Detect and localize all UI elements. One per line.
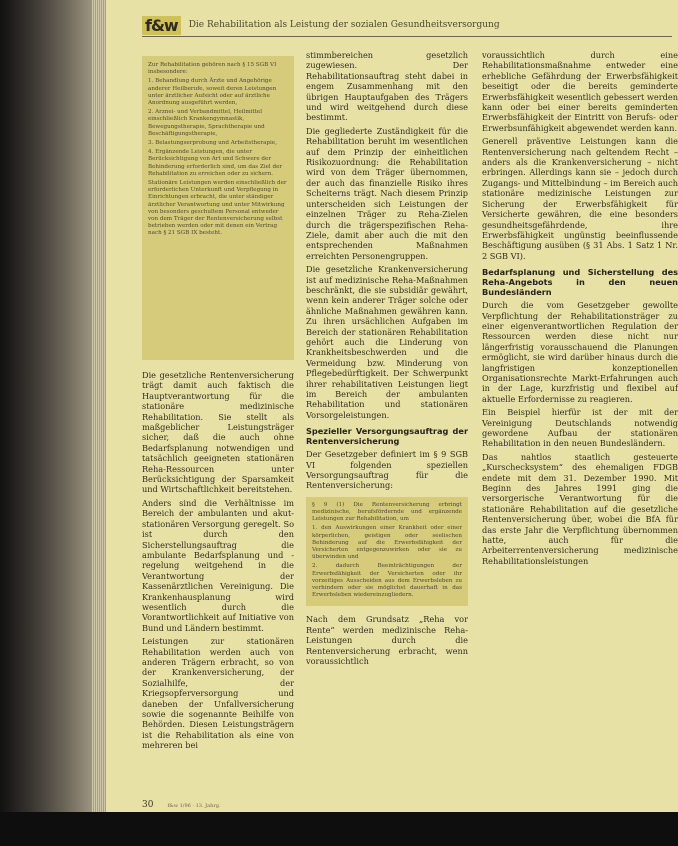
page-number: 30: [142, 800, 154, 810]
section-heading: Spezieller Versorgungsauftrag der Rentenversicherung: [306, 426, 468, 447]
paragraph: Leistungen zur stationären Rehabilitation werden auch von anderen Trägern erbracht, so von der Krankenversicherung, der Sozialhilfe, der Kriegsopferversorgung und daneben der Unfallversicherung sowie die sogenannte Beihilfe von Behörden. Diesen Leistungsträgern ist die Rehabilitation als eine von mehreren bei: [142, 636, 294, 751]
column-right: [482, 50, 678, 800]
running-header: [142, 14, 672, 37]
paragraph: Anders sind die Verhältnisse im Bereich der ambulanten und akut-stationären Versorgung geregelt. So ist durch den Sicherstellungsauftrag die ambulante Bedarfsplanung und -regelung weitgehend in die Verantwortung der Kassenärztlichen Vereinigung. Die Krankenhausplanung wird wesentlich durch die Vorantwortlichkeit auf Initiative von Bund und Ländern bestimmt.: [142, 497, 294, 633]
background-surface: [0, 812, 678, 846]
column-middle: [306, 50, 468, 800]
info-box-line: 2. dadurch Beeinträchtigungen der Erwerbsfähigkeit der Versicherten oder ihr vorzeitiges Ausscheiden aus dem Erwerbsleben zu verhindern oder sie möglichst dauerhaft in das Erwerbsleben wiedereinzugliedern.: [312, 563, 462, 599]
paragraph: Die gesetzliche Rentenversicherung trägt damit auch faktisch die Hauptverantwortung für die stationäre medizinische Rehabilitation. Sie stellt als maßgeblicher Leistungsträger sicher, daß die auch ohne Bedarfsplanung notwendigen und tatsächlich geeigneten stationären Reha-Ressourcen unter Berücksichtigung der Sparsamkeit und Wirtschaftlichkeit bereitstehen.: [142, 370, 294, 495]
info-box-line: 1. Behandlung durch Ärzte und Angehörige anderer Heilberufe, soweit deren Leistungen unter ärztlicher Aufsicht oder auf ärztliche Anordnung ausgeführt werden,: [148, 78, 277, 107]
info-box-legal: [142, 56, 294, 360]
section-heading: Bedarfsplanung und Sicherstellung des Reha-Angebots in den neuen Bundesländern: [482, 267, 678, 298]
info-box-sgb: [306, 497, 468, 607]
info-box-line: Stationäre Leistungen werden einschließlich der erforderlichen Unterkunft und Verpflegung in Einrichtungen erbracht, die unter ständiger ärztlicher Verantwortung und unter Mitwirkung von besonders geschultem Personal entweder von dem Träger der Rentenversicherung selbst betrieben werden oder mit denen ein Vertrag nach § 21 SGB IX besteht.: [148, 180, 287, 237]
column-left: [142, 370, 294, 800]
paragraph: Generell präventive Leistungen kann die Rentenversicherung nach geltendem Recht – anders als die Krankenversicherung – nicht erbringen. Allerdings kann sie – jedoch durch Zugangs- und Mittelbindung – im Bereich auch stationäre medizinische Leistungen zur Sicherung der Erwerbsfähigkeit für Versicherte gewähren, die eine besonders gesundheitsgefährdende, ihre Erwerbsfähigkeit ungünstig beeinflussende Beschäftigung ausüben (§ 31 Abs. 1 Satz 1 Nr. 2 SGB VI).: [482, 136, 678, 261]
running-title: Die Rehabilitation als Leistung der sozialen Gesundheitsversorgung: [188, 20, 500, 30]
paragraph: Nach dem Grundsatz „Reha vor Rente“ werden medizinische Reha-Leistungen durch die Rentenversicherung erbracht, wenn voraussichtlich: [306, 614, 468, 667]
paragraph: Die gegliederte Zuständigkeit für die Rehabilitation beruht im wesentlichen auf dem Prinzip der einheitlichen Risikozuordnung: die Rehabilitation wird von dem Träger übernommen, der auch das finanzielle Risiko ihres Scheiterns trägt. Nach diesem Prinzip unterscheiden sich Leistungen der einzelnen Träger zu Reha-Zielen durch die trägerspezifischen Reha-Ziele, damit aber auch die mit den entsprechenden Maßnahmen erreichten Personengruppen.: [306, 125, 468, 261]
info-box-line: 4. Ergänzende Leistungen, die unter Berücksichtigung von Art und Schwere der Behinderung erforderlich sind, um das Ziel der Rehabilitation zu erreichen oder zu sichern.: [148, 149, 283, 177]
paragraph: Ein Beispiel hierfür ist der mit der Vereinigung Deutschlands notwendig gewordene Aufbau der stationären Rehabilitation in den neuen Bundesländern.: [482, 407, 678, 449]
info-box-line: Zur Rehabilitation gehören nach § 15 SGB VI insbesondere:: [148, 62, 277, 76]
book-spine: [0, 0, 92, 846]
paragraph: Das nahtlos staatlich gesteuerte „Kurschecksystem“ des ehemaligen FDGB endete mit dem 31. Dezember 1990. Mit Beginn des Jahres 1991 ging die versorgerische Verantwortung für die stationäre Rehabilitation auf die gesetzliche Rentenversicherung über, wobei die BfA für das erste Jahr die Verpflichtung übernommen hatte, auch für die Arbeiterrentenversicherung medizinische Rehabilitationsleistungen: [482, 451, 678, 566]
paragraph: Die gesetzliche Krankenversicherung ist auf medizinische Reha-Maßnahmen beschränkt, die sie subsidiär gewährt, wenn kein anderer Träger solche oder ähnliche Maßnahmen gewähren kann. Zu ihren ursächlichen Aufgaben im Bereich der stationären Rehabilitation gehört auch die Linderung von Krankheitsbeschwerden und die Vermeidung bzw. Minderung von Pflegebedürftigkeit. Der Schwerpunkt ihrer rehabilitativen Leistungen liegt im Bereich der ambulanten Rehabilitation und stationären Vorsorgeleistungen.: [306, 264, 468, 420]
footer-meta: f&w 1/96 · 13. Jahrg.: [167, 803, 221, 809]
paragraph: Durch die vom Gesetzgeber gewollte Verpflichtung der Rehabilitationsträger zu einer eigenverantwortlichen Regulation der Ressourcen werden diese nicht nur längerfristig vorausschauend die Planungen ermöglicht, sie wird darüber hinaus durch die langfristigen konzeptionellen Organisationsrechte Markt-Erfahrungen auch in der Lage, kurzfristig und flexibel auf aktuelle Erfordernisse zu reagieren.: [482, 300, 678, 404]
page-footer: [142, 800, 221, 810]
info-box-line: § 9 (1) Die Rentenversicherung erbringt medizinische, berufsfördernde und ergänzende Leistungen zur Rehabilitation, um: [312, 501, 462, 523]
info-box-line: 1. den Auswirkungen einer Krankheit oder einer körperlichen, geistigen oder seelischen Behinderung auf die Erwerbsfähigkeit der Versicherten entgegenzuwirken oder sie zu überwinden und: [312, 525, 462, 561]
info-box-line: 2. Arznei- und Verbandmittel, Heilmittel einschließlich Krankengymnastik, Bewegungstherapie, Sprachtherapie und Beschäftigungstherapie,: [148, 109, 265, 137]
paragraph: voraussichtlich durch eine Rehabilitationsmaßnahme entweder eine erhebliche Gefährdung der Erwerbsfähigkeit beseitigt oder die bereits geminderte Erwerbsfähigkeit wesentlich gebessert werden kann oder bei einer bereits geminderten Erwerbsfähigkeit der Eintritt von Berufs- oder Erwerbsunfähigkeit abgewendet werden kann.: [482, 50, 678, 133]
page-edges: [92, 0, 106, 846]
paragraph: stimmbereichen gesetzlich zugewiesen. Der Rehabilitationsauftrag steht dabei in engem Zusammenhang mit den übrigen Hauptaufgaben des Trägers und wird weitgehend durch diese bestimmt.: [306, 50, 468, 123]
book-page: [106, 0, 678, 812]
journal-logo: f&w: [142, 16, 181, 35]
info-box-line: 3. Belastungserprobung und Arbeitstherapie,: [148, 140, 277, 147]
paragraph: Der Gesetzgeber definiert im § 9 SGB VI folgenden speziellen Versorgungsauftrag für die Rentenversicherung:: [306, 449, 468, 491]
